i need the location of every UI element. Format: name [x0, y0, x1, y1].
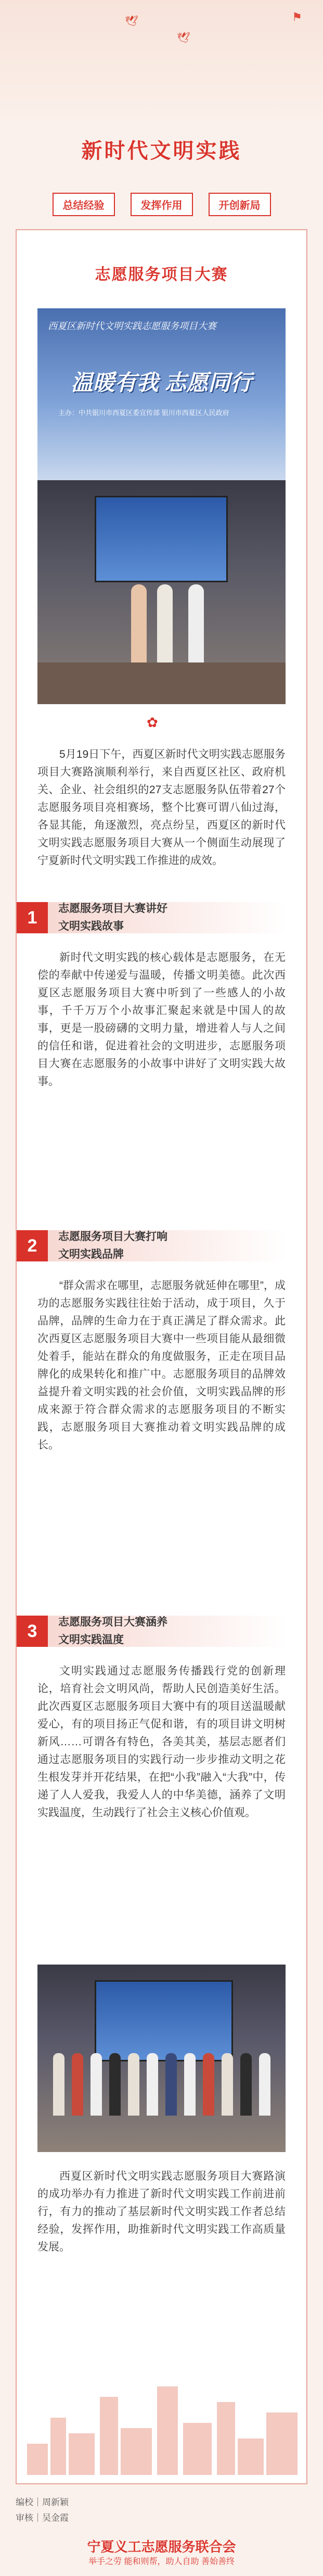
group-people: [53, 2053, 272, 2116]
section-title: 志愿服务项目大赛涵养: [58, 1616, 167, 1628]
tag-summary: 总结经验: [53, 193, 115, 216]
section-title: 文明实践品牌: [58, 1248, 124, 1260]
credits: [16, 2495, 69, 2526]
stage-photo: [37, 480, 286, 704]
reviewer-credit: 审核｜吴金霞: [16, 2513, 69, 2523]
section-number: 3: [17, 1616, 48, 1647]
stage-screen: [95, 1980, 233, 2061]
section-title: 志愿服务项目大赛讲好: [58, 903, 167, 915]
skyline-decoration: [27, 2376, 298, 2475]
org-name: 宁夏义工志愿服务联合会: [87, 2539, 236, 2555]
presenter-figure: [157, 584, 173, 662]
section-header-1: [17, 897, 287, 949]
section-title: 志愿服务项目大赛打响: [58, 1231, 167, 1243]
tag-role: 发挥作用: [131, 193, 193, 216]
tag-new-era: 开创新局: [209, 193, 271, 216]
group-photo: [37, 1965, 286, 2152]
tag-list: [0, 193, 323, 216]
section-title: 文明实践温度: [58, 1634, 124, 1646]
outro-paragraph: 西夏区新时代文明实践志愿服务项目大赛路演的成功举办有力推进了新时代文明实践工作前进前行，有力的推动了基层新时代文明实践工作者总结经验，发挥作用，助推新时代文明实践工作高质量发展。: [37, 2170, 286, 2253]
article-subtitle: 志愿服务项目大赛: [95, 266, 228, 283]
stage-screen: [95, 496, 228, 582]
banner-caption: 西夏区新时代文明实践志愿服务项目大赛: [48, 321, 216, 331]
presenter-figure: [131, 584, 147, 662]
flag-icon: ⚑: [292, 10, 302, 23]
banner-headline: 温暖有我 志愿同行: [71, 370, 252, 395]
section-title: 文明实践故事: [58, 920, 124, 932]
ornament-icon: ✿: [147, 715, 158, 730]
section-paragraph: “群众需求在哪里，志愿服务就延伸在哪里”，成功的志愿服务实践往往始于活动，成于项目，久于品牌，品牌的生命力在于真正满足了群众需求。此次西夏区志愿服务项目大赛中一些项目能从最细微处着手，能站在群众的角度做服务，正走在项目品牌化的成果转化和推广中。志愿服务项目的品牌效益提升着文明实践的社会价值，文明实践品牌的形成来源于符合群众需求的志愿服务项目的不断实践，志愿服务项目大赛推动着文明实践品牌的成长。: [37, 1280, 286, 1451]
banner-organizer: 主办：中共银川市西夏区委宣传部 银川市西夏区人民政府: [58, 409, 229, 417]
intro-paragraph: 5月19日下午，西夏区新时代文明实践志愿服务项目大赛路演顺利举行，来自西夏区社区、政府机关、企业、社会组织的27支志愿服务队伍带着27个志愿服务项目亮相赛场，整个比赛可谓八仙过海，各显其能，角逐激烈，亮点纷呈，西夏区的新时代文明实践志愿服务项目大赛从一个侧面生动展现了宁夏新时代文明实践工作推进的成效。: [37, 748, 286, 867]
section-header-2: [17, 1225, 287, 1277]
article-card: [16, 229, 307, 2484]
presenter-figure: [188, 584, 204, 662]
section-paragraph: 新时代文明实践的核心载体是志愿服务，在无偿的奉献中传递爱与温暖，传播文明美德。此次西夏区志愿服务项目大赛中听到了一些感人的小故事，千千万万个小故事汇聚起来就是中国人的故事，更是一股磅礴的文明力量，增进着人与人之间的信任和谐，促进着社会的文明进步，志愿服务项目大赛在志愿服务的小故事中讲好了文明实践大故事。: [37, 952, 286, 1087]
section-paragraph: 文明实践通过志愿服务传播践行党的创新理论，培育社会文明风尚，帮助人民创造美好生活。此次西夏区志愿服务项目大赛中有的项目送温暖献爱心，有的项目扬正气促和谐，有的项目讲文明树新风……可谓各有特色，各美其美，基层志愿者们通过志愿服务项目的实践行动一步步推动文明之花生根发芽并开花结果，在把“小我”融入“大我”中，传递了人人爱我，我爱人人的中华美德，涵养了文明实践温度，生动践行了社会主义核心价值观。: [37, 1665, 286, 1819]
event-banner-image: [37, 308, 286, 480]
section-number: 1: [17, 902, 48, 933]
top-banner: [0, 0, 323, 120]
dove-icon: 🕊: [125, 16, 138, 27]
section-number: 2: [17, 1230, 48, 1261]
section-header-3: [17, 1610, 287, 1662]
page-title: 新时代文明实践: [81, 140, 242, 162]
editor-credit: 编校｜周新颖: [16, 2497, 69, 2507]
footer-slogan: 举手之劳 能和则帮，助人自助 善始善终: [88, 2557, 235, 2566]
dove-icon: 🕊: [177, 32, 190, 44]
stage-floor: [37, 662, 286, 704]
